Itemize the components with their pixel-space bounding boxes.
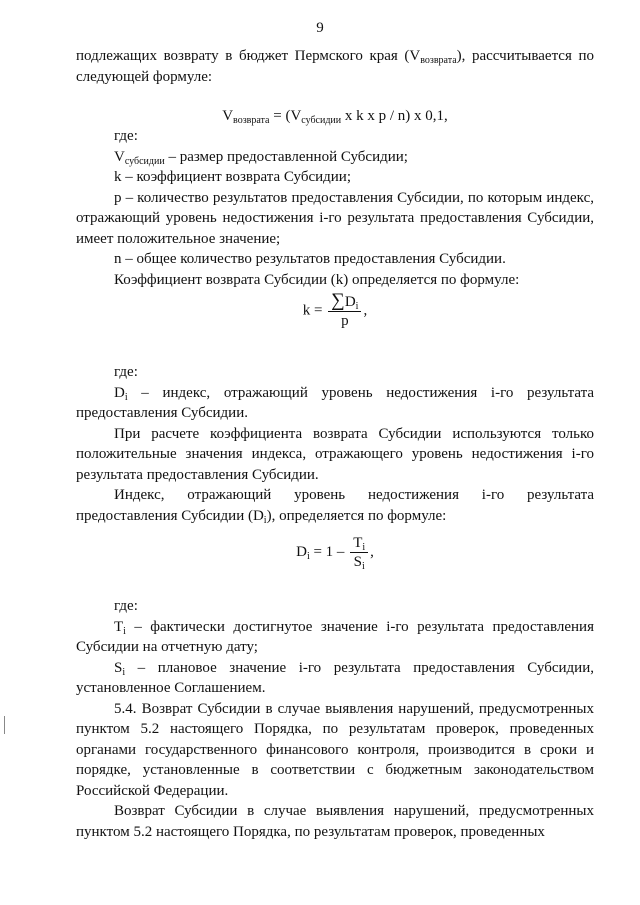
- formula-k: k = $\frac{\sum D_i}{p}$ ,: [302, 290, 368, 329]
- k-intro: Коэффициент возврата Субсидии (k) определяется по формуле:: [114, 271, 520, 288]
- formula-return-amount: $V_{возврата} = (V_{субсидии}$ x k x p / n) x 0,1,: [222, 108, 448, 126]
- def-s: $S_i$ – плановое значение i-го результата предоставления Субсидии, установленное Соглашением.: [76, 659, 594, 696]
- def-k: k – коэффициент возврата Субсидии;: [114, 169, 351, 185]
- clause-5-4: 5.4. Возврат Субсидии в случае выявления нарушений, предусмотренных пунктом 5.2 настоящего Порядка, по результатам проверок, проведенных органами государственного финансового контроля, производится в сроки и порядке, установленные в соответствии с бюджетным законодательством Российской Федерации.: [76, 700, 594, 799]
- positive-values-paragraph: При расчете коэффициента возврата Субсидии используются только положительные значения индекса, отражающего уровень недостижения i-го результата предоставления Субсидии.: [76, 425, 594, 483]
- where-label: где:: [114, 364, 138, 380]
- page-number: 9: [316, 20, 324, 36]
- def-n: n – общее количество результатов предоставления Субсидии.: [114, 251, 506, 267]
- def-v: $V_{субсидии}$ – размер предоставленной Субсидии;: [114, 148, 408, 167]
- def-t: $T_i$ – фактически достигнутое значение i-го результата предоставления Субсидии на отчетную дату;: [76, 618, 594, 655]
- where-label: где:: [114, 128, 138, 144]
- formula-d: $D_i = 1$ – $\frac{T_i}{S_i}$ ,: [296, 535, 374, 572]
- def-p: p – количество результатов предоставления Субсидии, по которым индекс, отражающий уровень недостижения i-го результата предоставления Субсидии, имеет положительное значение;: [76, 189, 594, 247]
- intro-paragraph: подлежащих возврату в бюджет Пермского края $(V_{возврата})$, рассчитывается по следующей формуле:: [76, 48, 594, 85]
- definitions-2: [76, 362, 594, 526]
- last-paragraph: Возврат Субсидии в случае выявления нарушений, предусмотренных пунктом 5.2 настоящего Порядка, по результатам проверок, проведенных: [76, 803, 594, 840]
- margin-mark: [4, 716, 5, 734]
- definitions-1: [76, 126, 594, 290]
- def-d: $D_i$ – индекс, отражающий уровень недостижения i-го результата предоставления Субсидии.: [76, 384, 594, 421]
- definitions-3: [76, 596, 594, 842]
- index-intro: Индекс, отражающий уровень недостижения i-го результата предоставления Субсидии $(D_i)$, определяется по формуле:: [76, 487, 594, 526]
- where-label: где:: [114, 598, 138, 614]
